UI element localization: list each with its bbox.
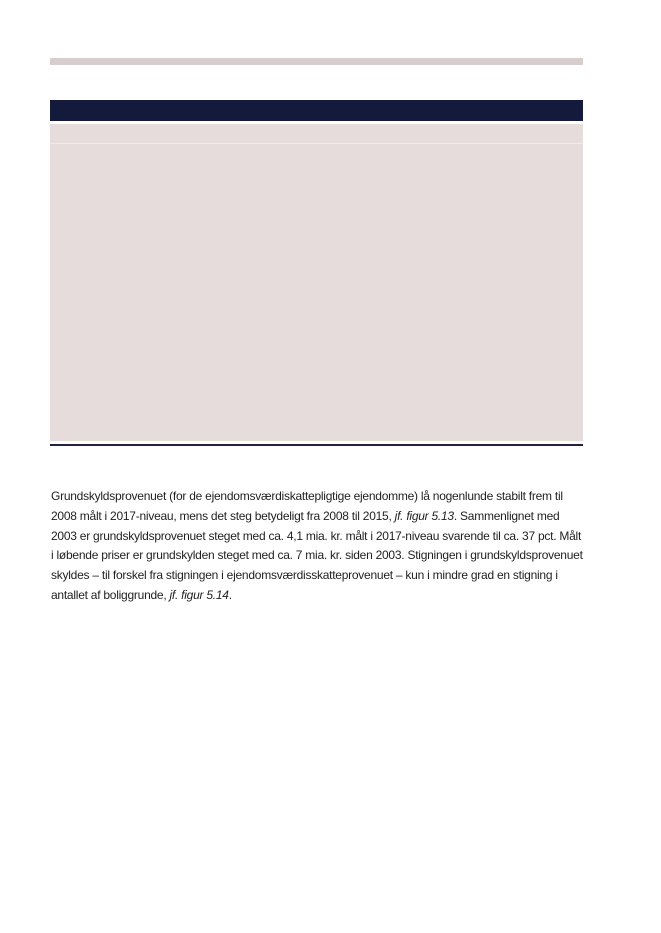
figure-reference-5-13[interactable]: jf. figur 5.13 [394,508,454,523]
paragraph-text-2: . Sammenlignet med 2003 er grundskyldsprovenuet steget med ca. 4,1 mia. kr. målt i 2017-niveau svarende til ca. 37 pct. Målt i løbende priser er grundskylden steget med ca. 7 mia. kr. siden 2003. Stigningen i grundskyldsprovenuet skyldes – til forskel fra stigningen i ejendomsværdisskatteprovenuet – kun i mindre grad en stigning i antallet af boliggrunde, [51,508,583,602]
figure-box-body [50,144,583,441]
paragraph-text-1: Grundskyldsprovenuet (for de ejendomsværdiskattepligtige ejendomme) lå nogenlunde stabilt frem til 2008 målt i 2017-niveau, mens det steg betydeligt fra 2008 til 2015, [51,489,563,523]
paragraph-text-3: . [228,587,232,602]
figure-box-header-bar [50,100,583,121]
body-paragraph [51,487,585,606]
top-divider [50,58,583,65]
figure-box-subheader [50,124,583,143]
figure-box-bottom-rule [50,444,583,446]
figure-reference-5-14[interactable]: jf. figur 5.14 [169,587,229,602]
